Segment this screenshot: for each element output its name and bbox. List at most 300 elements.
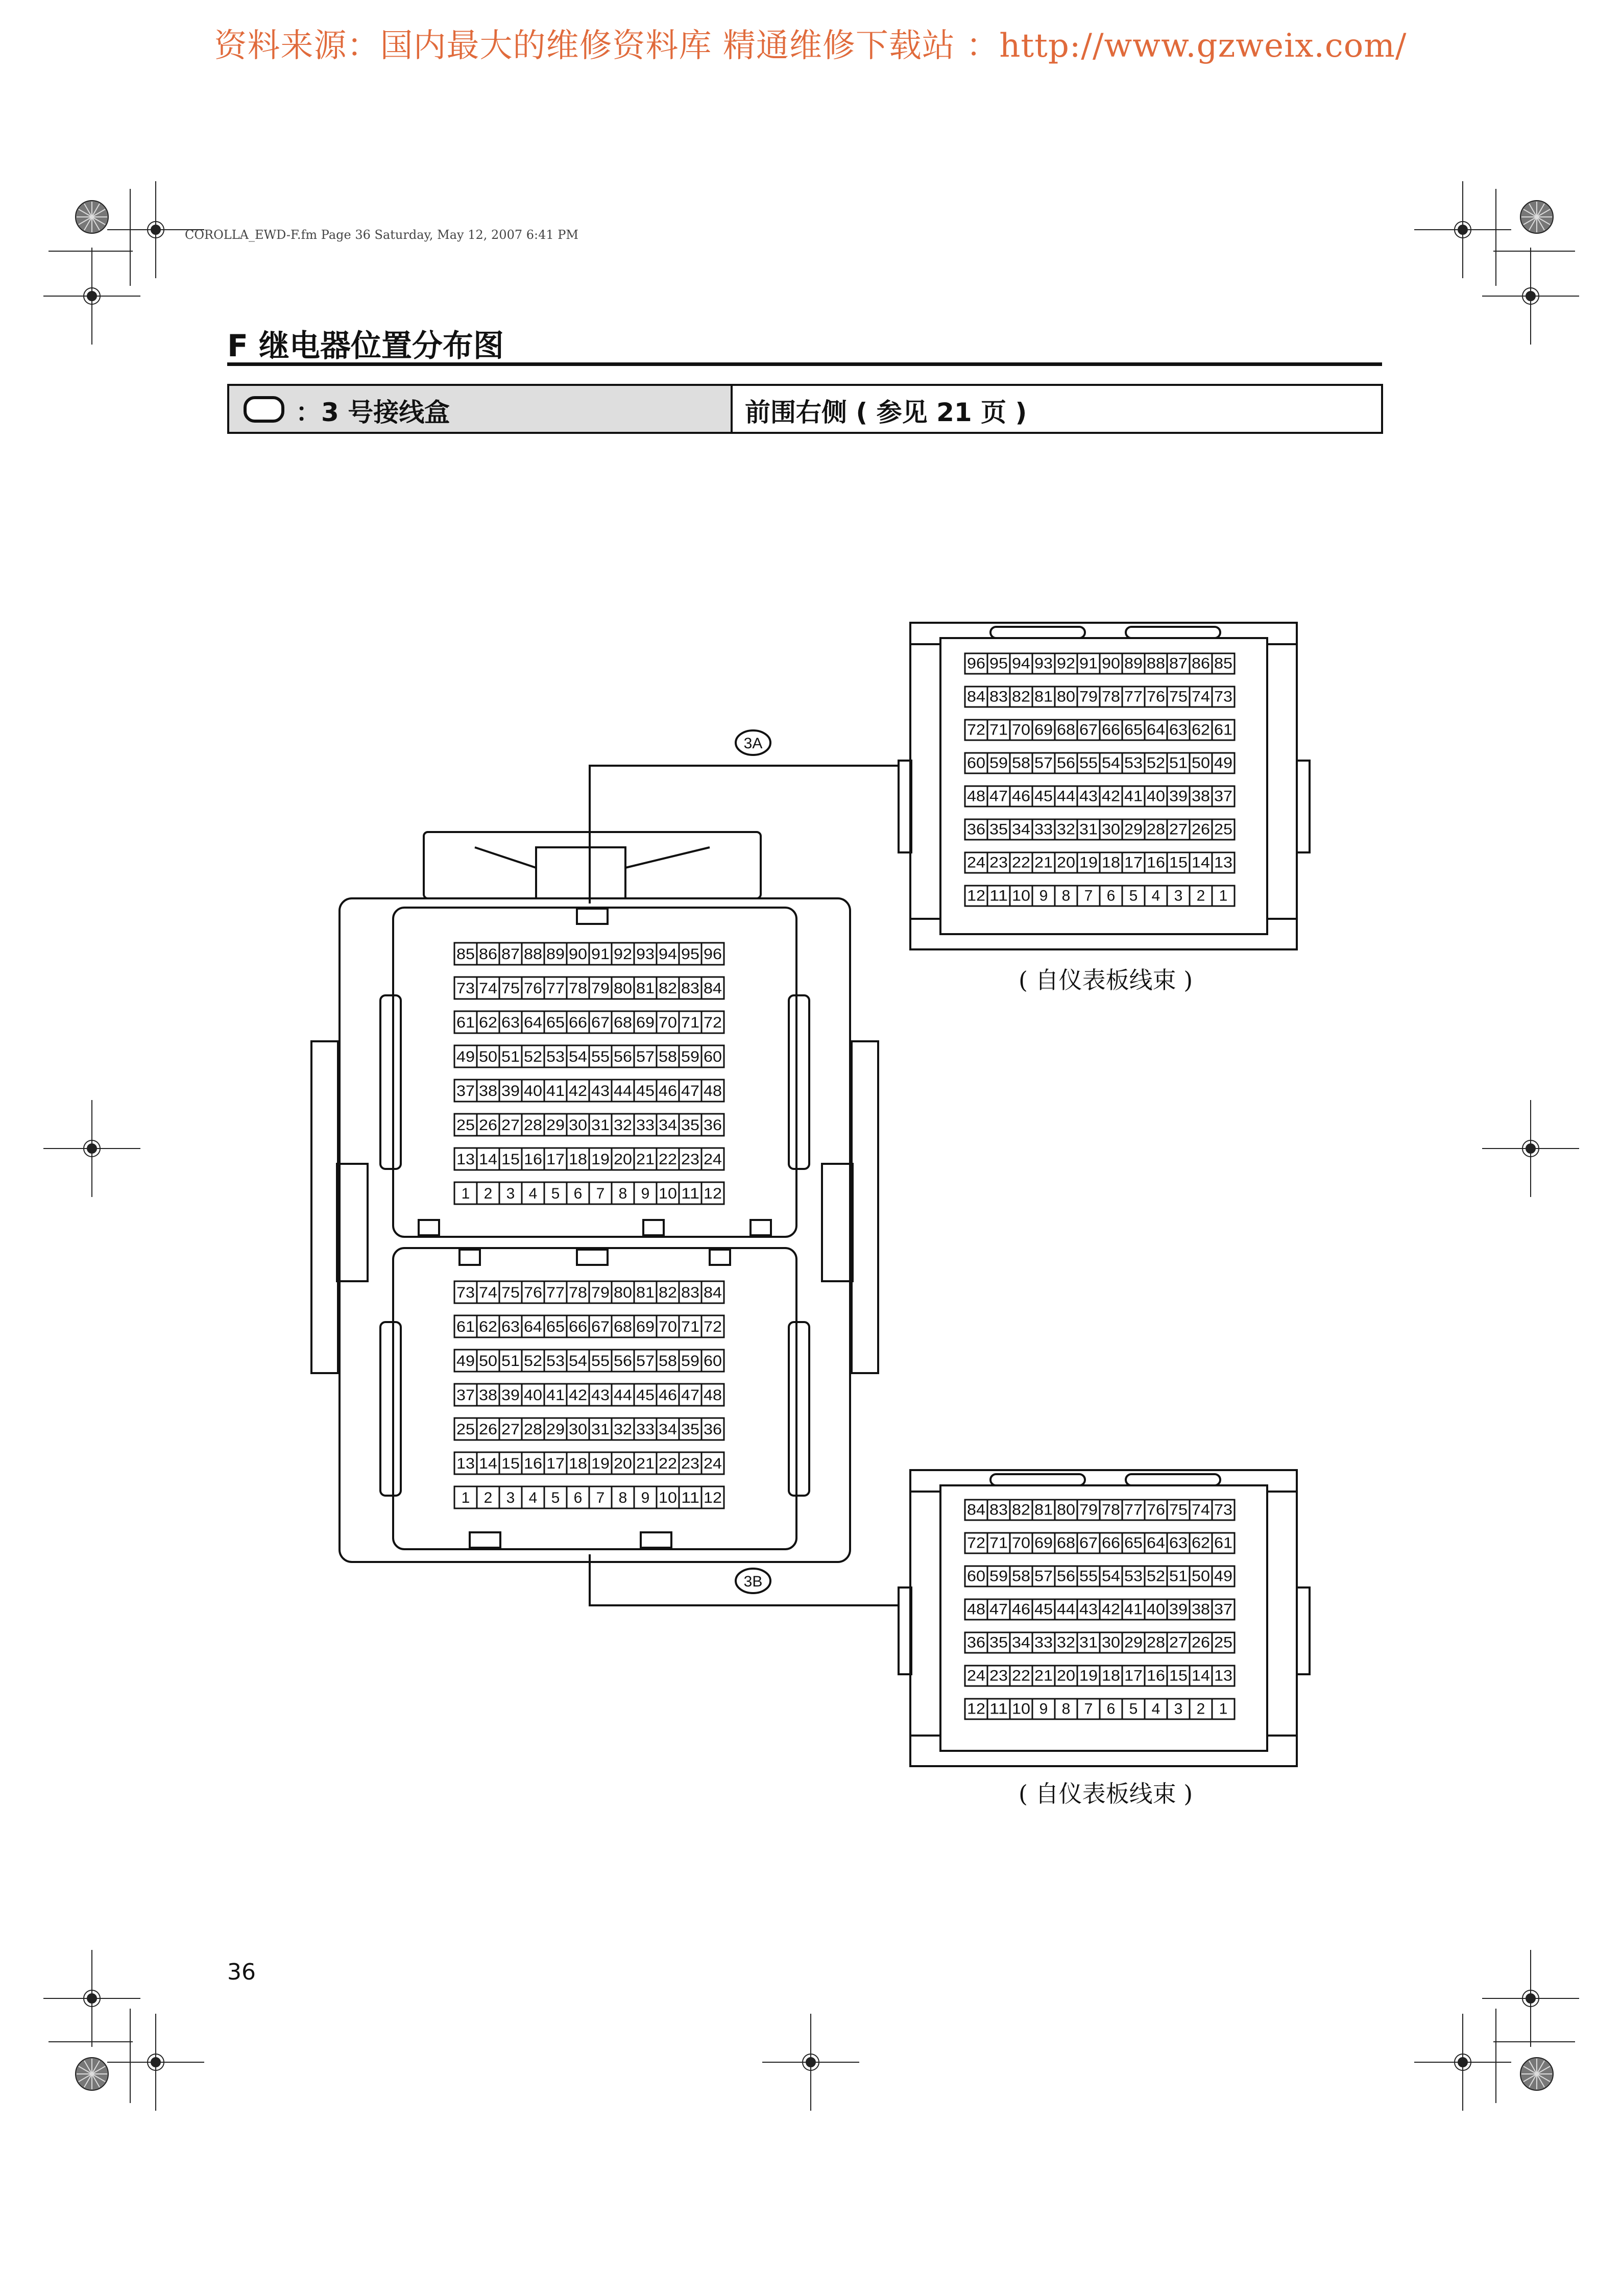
terminal-number: 20 — [614, 1455, 632, 1472]
cross-dot — [1526, 1144, 1535, 1153]
terminal-number: 62 — [1192, 721, 1210, 739]
terminal-number: 85 — [456, 945, 475, 963]
connector-3a-terminal — [1122, 852, 1145, 873]
slot-b-terminal — [657, 1350, 679, 1372]
connector-3b-terminal — [1055, 1666, 1077, 1686]
terminal-number: 40 — [524, 1082, 542, 1100]
terminal-number: 30 — [1102, 1634, 1120, 1651]
slot-a-terminal — [634, 977, 657, 999]
terminal-number: 25 — [1214, 1634, 1232, 1651]
connector-3a-terminal — [1190, 687, 1212, 707]
terminal-number: 72 — [704, 1318, 722, 1335]
slot-b-terminal — [477, 1452, 499, 1474]
connector-3a-terminal — [1032, 819, 1055, 840]
slot-a-left-key — [380, 995, 401, 1169]
terminal-number: 20 — [614, 1151, 632, 1168]
connector-3b-terminal — [1032, 1533, 1055, 1553]
connector-3a-terminal — [1077, 687, 1100, 707]
terminal-number: 82 — [1012, 1501, 1030, 1519]
slot-a-terminal — [612, 1182, 634, 1204]
callout-label: 3A — [743, 735, 763, 752]
terminal-number: 76 — [524, 1284, 542, 1301]
slot-b-terminal — [454, 1486, 477, 1508]
terminal-number: 33 — [1034, 821, 1053, 838]
slot-a-terminal — [454, 977, 477, 999]
box-top-latch — [536, 847, 625, 898]
connector-3a-terminal — [1032, 852, 1055, 873]
slot-a-terminal — [657, 977, 679, 999]
terminal-number: 80 — [1057, 1501, 1075, 1519]
slot-a-terminal — [477, 1182, 499, 1204]
connector-3a-terminal — [1190, 753, 1212, 773]
terminal-number: 39 — [1169, 788, 1188, 805]
terminal-number: 83 — [989, 1501, 1008, 1519]
terminal-number: 43 — [1079, 788, 1098, 805]
slot-a-terminal — [567, 1114, 589, 1136]
terminal-number: 66 — [569, 1318, 587, 1335]
terminal-number: 69 — [1034, 1534, 1053, 1552]
terminal-number: 11 — [681, 1185, 699, 1202]
slot-b-terminal — [477, 1384, 499, 1406]
terminal-number: 21 — [636, 1151, 655, 1168]
terminal-number: 2 — [1196, 887, 1205, 905]
slot-b-terminal — [522, 1350, 544, 1372]
terminal-number: 40 — [524, 1386, 542, 1404]
slot-b-terminal — [612, 1281, 634, 1303]
slot-a-terminal — [589, 1080, 612, 1102]
slot-b-terminal — [477, 1486, 499, 1508]
slot-a-terminal — [522, 977, 544, 999]
terminal-number: 48 — [967, 788, 985, 805]
slot-b-terminal — [589, 1281, 612, 1303]
terminal-number: 93 — [1034, 655, 1053, 672]
terminal-number: 37 — [1214, 788, 1232, 805]
cross-dot — [87, 1144, 96, 1153]
connector-3a-terminal — [1212, 852, 1235, 873]
terminal-number: 80 — [614, 1284, 632, 1301]
terminal-number: 88 — [524, 945, 542, 963]
registration-cross-icon — [1414, 2014, 1511, 2111]
terminal-number: 59 — [681, 1352, 699, 1370]
terminal-number: 85 — [1214, 655, 1232, 672]
terminal-number: 3 — [1174, 887, 1183, 905]
terminal-number: 80 — [1057, 688, 1075, 705]
connector-3a-terminal — [1077, 786, 1100, 807]
slot-b-terminal — [612, 1486, 634, 1508]
connector-3b-terminal — [1190, 1699, 1212, 1719]
terminal-number: 79 — [591, 1284, 610, 1301]
terminal-number: 58 — [659, 1352, 677, 1370]
connector-3b-terminal — [1077, 1666, 1100, 1686]
slot-a-terminal — [679, 1011, 701, 1033]
terminal-number: 17 — [546, 1151, 565, 1168]
cross-dot — [87, 291, 96, 301]
connector-3a-terminal — [1145, 720, 1167, 740]
slot-b-terminal — [499, 1350, 522, 1372]
terminal-number: 67 — [1079, 721, 1098, 739]
terminal-number: 65 — [546, 1318, 565, 1335]
terminal-number: 52 — [1147, 1568, 1165, 1585]
connector-3b-terminal — [1100, 1599, 1122, 1620]
cross-dot — [151, 225, 160, 234]
terminal-number: 46 — [1012, 788, 1030, 805]
terminal-number: 71 — [989, 1534, 1008, 1552]
terminal-number: 35 — [681, 1116, 699, 1134]
slot-a-terminal — [544, 943, 567, 965]
terminal-number: 73 — [1214, 1501, 1232, 1519]
connector-3b-top-slot — [990, 1474, 1085, 1485]
terminal-number: 53 — [546, 1352, 565, 1370]
terminal-number: 48 — [704, 1082, 722, 1100]
terminal-number: 15 — [501, 1151, 520, 1168]
terminal-number: 26 — [1192, 821, 1210, 838]
terminal-number: 51 — [501, 1048, 520, 1065]
slot-a-terminal — [522, 1080, 544, 1102]
terminal-number: 44 — [1057, 1601, 1075, 1618]
connector-3b-terminal — [1032, 1599, 1055, 1620]
connector-3a-terminal — [1190, 852, 1212, 873]
box-latch-tab — [751, 1220, 771, 1235]
terminal-number: 3 — [506, 1489, 515, 1506]
terminal-number: 47 — [989, 788, 1008, 805]
terminal-number: 78 — [569, 980, 587, 997]
slot-a-terminal — [522, 1011, 544, 1033]
terminal-number: 71 — [989, 721, 1008, 739]
slot-b-terminal — [589, 1384, 612, 1406]
connector-3a-top-slot — [1126, 627, 1220, 638]
terminal-number: 80 — [614, 980, 632, 997]
terminal-number: 7 — [596, 1185, 605, 1202]
terminal-number: 84 — [967, 688, 985, 705]
slot-b-terminal — [679, 1350, 701, 1372]
registration-cross-icon — [1482, 248, 1579, 345]
slot-b-terminal — [657, 1281, 679, 1303]
slot-b-terminal — [499, 1452, 522, 1474]
slot-b-terminal — [454, 1315, 477, 1337]
terminal-number: 19 — [1079, 1667, 1098, 1684]
connector-3a-terminal — [965, 653, 987, 674]
slot-b-terminal — [701, 1350, 724, 1372]
connector-3a-terminal — [1122, 753, 1145, 773]
terminal-number: 42 — [1102, 788, 1120, 805]
terminal-number: 92 — [614, 945, 632, 963]
junction-box-label: ：3 号接线盒 — [296, 398, 450, 427]
connector-3b-terminal — [1212, 1566, 1235, 1586]
terminal-number: 8 — [1061, 887, 1071, 905]
slot-b-terminal — [544, 1315, 567, 1337]
registration-cross-icon — [107, 2014, 204, 2111]
slot-b-terminal — [454, 1350, 477, 1372]
connector-3b-terminal — [1190, 1533, 1212, 1553]
terminal-number: 38 — [479, 1082, 497, 1100]
connector-3a-terminal — [1145, 886, 1167, 906]
connector-3a-terminal — [1010, 687, 1032, 707]
slot-a-terminal — [657, 1045, 679, 1067]
slot-a-terminal — [612, 1148, 634, 1170]
connector-3b-terminal — [1212, 1500, 1235, 1520]
terminal-number: 56 — [1057, 754, 1075, 772]
slot-a-terminal — [454, 943, 477, 965]
connector-3a-terminal — [1167, 653, 1190, 674]
connector-3b-terminal — [1122, 1699, 1145, 1719]
slot-a-right-key — [789, 995, 809, 1169]
terminal-number: 69 — [636, 1014, 655, 1031]
terminal-number: 8 — [618, 1489, 627, 1506]
connector-3b-terminal — [1122, 1632, 1145, 1653]
terminal-number: 45 — [1034, 788, 1053, 805]
terminal-number: 1 — [461, 1185, 470, 1202]
terminal-number: 54 — [569, 1352, 587, 1370]
connector-3a-terminal — [1077, 852, 1100, 873]
terminal-number: 65 — [1124, 1534, 1143, 1552]
registration-target-icon — [1520, 2058, 1553, 2090]
slot-b-terminal — [499, 1486, 522, 1508]
connector-3b-terminal — [987, 1632, 1010, 1653]
connector-3a-top-slot — [990, 627, 1085, 638]
terminal-number: 96 — [704, 945, 722, 963]
slot-b-terminal — [634, 1281, 657, 1303]
connector-3a-terminal — [1190, 653, 1212, 674]
terminal-number: 16 — [524, 1455, 542, 1472]
connector-3a-terminal — [1055, 720, 1077, 740]
terminal-number: 62 — [479, 1318, 497, 1335]
callout-3b — [736, 1569, 770, 1593]
registration-target-icon — [76, 2058, 108, 2090]
terminal-number: 36 — [967, 821, 985, 838]
terminal-number: 55 — [1079, 754, 1098, 772]
terminal-number: 49 — [456, 1048, 475, 1065]
terminal-number: 54 — [1102, 754, 1120, 772]
slot-a-terminal — [679, 943, 701, 965]
terminal-number: 41 — [546, 1082, 565, 1100]
terminal-number: 49 — [1214, 1568, 1232, 1585]
slot-a-terminal — [477, 1011, 499, 1033]
connector-3b-terminal — [987, 1599, 1010, 1620]
connector-3b-terminal — [965, 1666, 987, 1686]
connector-3b-terminal — [1167, 1533, 1190, 1553]
slot-a-terminal — [612, 1011, 634, 1033]
slot-b-terminal — [679, 1384, 701, 1406]
slot-b-terminal — [657, 1315, 679, 1337]
connector-3b-terminal — [1167, 1632, 1190, 1653]
slot-b-terminal — [522, 1486, 544, 1508]
terminal-number: 19 — [1079, 854, 1098, 871]
connector-3b-terminal — [1212, 1599, 1235, 1620]
terminal-number: 64 — [524, 1318, 542, 1335]
connector-3b-terminal — [1032, 1500, 1055, 1520]
connector-3a-terminal — [987, 753, 1010, 773]
slot-a-terminal — [477, 977, 499, 999]
slot-a-terminal — [567, 977, 589, 999]
connector-3b-terminal — [987, 1666, 1010, 1686]
terminal-number: 37 — [1214, 1601, 1232, 1618]
terminal-number: 74 — [479, 980, 497, 997]
slot-a-terminal — [544, 977, 567, 999]
connector-3a-terminal — [1167, 720, 1190, 740]
terminal-number: 35 — [989, 1634, 1008, 1651]
terminal-number: 68 — [1057, 1534, 1075, 1552]
terminal-number: 30 — [1102, 821, 1120, 838]
terminal-number: 70 — [659, 1318, 677, 1335]
terminal-number: 27 — [501, 1421, 520, 1438]
terminal-number: 67 — [591, 1014, 610, 1031]
terminal-number: 30 — [569, 1116, 587, 1134]
terminal-number: 23 — [681, 1151, 699, 1168]
box-right-rail — [852, 1041, 878, 1373]
registration-target-icon — [76, 201, 108, 233]
terminal-number: 46 — [659, 1082, 677, 1100]
connector-3a-terminal — [1122, 687, 1145, 707]
connector-3a-terminal — [1212, 687, 1235, 707]
slot-a-terminal — [477, 1114, 499, 1136]
terminal-number: 21 — [636, 1455, 655, 1472]
terminal-number: 88 — [1147, 655, 1165, 672]
terminal-number: 25 — [456, 1116, 475, 1134]
terminal-number: 91 — [591, 945, 610, 963]
leader-3a — [590, 766, 899, 903]
slot-b-terminal — [612, 1350, 634, 1372]
terminal-number: 25 — [1214, 821, 1232, 838]
terminal-number: 82 — [659, 1284, 677, 1301]
terminal-number: 25 — [456, 1421, 475, 1438]
terminal-number: 75 — [1169, 1501, 1188, 1519]
terminal-number: 61 — [456, 1014, 475, 1031]
connector-3a-terminal — [987, 720, 1010, 740]
connector-3a-terminal — [1145, 753, 1167, 773]
slot-a-terminal — [567, 1080, 589, 1102]
connector-3a-terminal — [1190, 786, 1212, 807]
terminal-number: 10 — [659, 1185, 677, 1202]
slot-b-terminal — [657, 1452, 679, 1474]
connector-3a-terminal — [1212, 819, 1235, 840]
box-top-chamfer-left — [475, 847, 536, 868]
terminal-number: 71 — [681, 1318, 699, 1335]
terminal-number: 50 — [479, 1352, 497, 1370]
connector-3b-terminal — [1145, 1599, 1167, 1620]
slot-a-terminal — [679, 1080, 701, 1102]
terminal-number: 15 — [501, 1455, 520, 1472]
connector-3b-terminal — [987, 1699, 1010, 1719]
slot-a-terminal — [454, 1080, 477, 1102]
connector-3a-terminal — [965, 687, 987, 707]
connector-3b-terminal — [1010, 1500, 1032, 1520]
connector-3b-terminal — [1145, 1632, 1167, 1653]
terminal-number: 96 — [967, 655, 985, 672]
connector-3a-terminal — [1167, 852, 1190, 873]
registration-cross-icon — [43, 248, 140, 345]
connector-3a-terminal — [1055, 852, 1077, 873]
slot-b-terminal — [634, 1315, 657, 1337]
terminal-number: 68 — [614, 1014, 632, 1031]
terminal-number: 87 — [501, 945, 520, 963]
terminal-number: 11 — [681, 1489, 699, 1506]
slot-b-terminal — [567, 1281, 589, 1303]
terminal-number: 27 — [1169, 821, 1188, 838]
connector-3a-terminal — [965, 786, 987, 807]
terminal-number: 5 — [1129, 1700, 1138, 1718]
connector-3b-terminal — [1122, 1566, 1145, 1586]
terminal-number: 26 — [1192, 1634, 1210, 1651]
slot-b-terminal — [612, 1452, 634, 1474]
connector-3a-terminal — [1167, 753, 1190, 773]
slot-b-terminal — [701, 1315, 724, 1337]
terminal-number: 45 — [1034, 1601, 1053, 1618]
slot-a-terminal — [657, 1011, 679, 1033]
box-latch-tab — [641, 1532, 671, 1548]
slot-a-terminal — [612, 1114, 634, 1136]
slot-b-terminal — [522, 1384, 544, 1406]
slot-b-terminal — [477, 1281, 499, 1303]
slot-a-terminal — [499, 1080, 522, 1102]
terminal-number: 83 — [681, 980, 699, 997]
terminal-number: 89 — [546, 945, 565, 963]
connector-3b-terminal — [1032, 1666, 1055, 1686]
connector-3a-terminal — [1032, 687, 1055, 707]
terminal-number: 3 — [1174, 1700, 1183, 1718]
slot-b-terminal — [567, 1350, 589, 1372]
connector-3b-terminal — [1055, 1500, 1077, 1520]
terminal-number: 4 — [528, 1185, 538, 1202]
terminal-number: 8 — [618, 1185, 627, 1202]
terminal-number: 69 — [1034, 721, 1053, 739]
terminal-number: 78 — [1102, 1501, 1120, 1519]
terminal-number: 89 — [1124, 655, 1143, 672]
connector-3b-terminal — [1122, 1500, 1145, 1520]
terminal-number: 63 — [501, 1318, 520, 1335]
terminal-number: 77 — [546, 1284, 565, 1301]
connector-3a-terminal — [965, 886, 987, 906]
connector-3a-terminal — [1122, 819, 1145, 840]
slot-b-terminal — [657, 1418, 679, 1440]
terminal-number: 31 — [591, 1116, 610, 1134]
terminal-number: 68 — [614, 1318, 632, 1335]
terminal-number: 73 — [456, 1284, 475, 1301]
terminal-number: 5 — [551, 1185, 560, 1202]
terminal-number: 28 — [1147, 1634, 1165, 1651]
terminal-number: 17 — [1124, 854, 1143, 871]
terminal-number: 32 — [614, 1116, 632, 1134]
connector-3b-terminal — [1100, 1533, 1122, 1553]
slot-b-terminal — [544, 1486, 567, 1508]
terminal-number: 49 — [1214, 754, 1232, 772]
terminal-number: 2 — [483, 1489, 493, 1506]
slot-b-terminal — [544, 1350, 567, 1372]
connector-3b-terminal — [1167, 1500, 1190, 1520]
terminal-number: 14 — [479, 1455, 497, 1472]
terminal-number: 55 — [591, 1048, 610, 1065]
slot-b-left-key — [380, 1322, 401, 1496]
terminal-number: 19 — [591, 1455, 610, 1472]
slot-a-terminal — [701, 1148, 724, 1170]
terminal-number: 67 — [1079, 1534, 1098, 1552]
connector-3a-terminal — [1212, 753, 1235, 773]
file-info: COROLLA_EWD-F.fm Page 36 Saturday, May 12, 2007 6:41 PM — [185, 228, 578, 242]
terminal-number: 60 — [704, 1048, 722, 1065]
terminal-number: 32 — [1057, 1634, 1075, 1651]
terminal-number: 42 — [569, 1082, 587, 1100]
terminal-number: 77 — [1124, 1501, 1143, 1519]
connector-3a-terminal — [1055, 886, 1077, 906]
terminal-number: 70 — [659, 1014, 677, 1031]
slot-b-terminal — [544, 1418, 567, 1440]
terminal-number: 94 — [1012, 655, 1030, 672]
slot-a-terminal — [589, 1148, 612, 1170]
connector-3b-terminal — [965, 1699, 987, 1719]
slot-b-terminal — [454, 1418, 477, 1440]
terminal-number: 71 — [681, 1014, 699, 1031]
slot-a-terminal — [701, 943, 724, 965]
connector-3b-terminal — [1122, 1533, 1145, 1553]
